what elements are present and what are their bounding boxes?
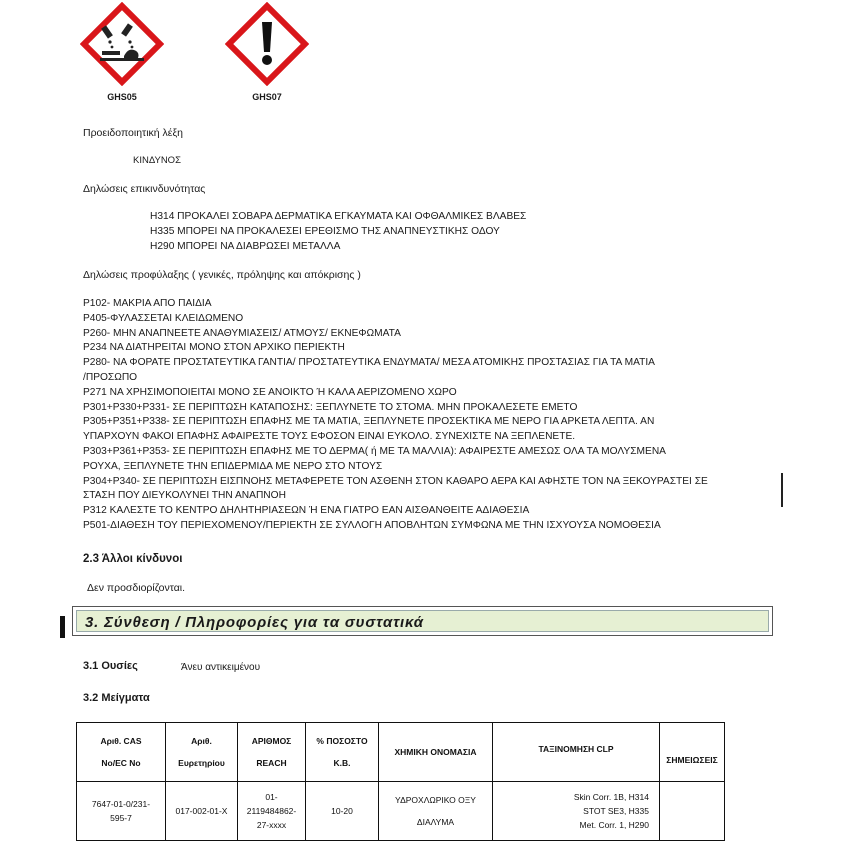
cell-text: ΔΙΑΛΥΜΑ <box>416 817 455 827</box>
header-chemical-name <box>379 723 493 782</box>
cell-text: 7647-01-0/231- <box>91 799 151 809</box>
cell-text: 27-xxxx <box>256 820 287 830</box>
mixtures-heading: 3.2 Μείγματα <box>83 692 150 704</box>
mixtures-table <box>76 722 725 841</box>
precautionary-line: P501-ΔΙΑΘΕΣΗ ΤΟΥ ΠΕΡΙΕΧΟΜΕΝΟΥ/ΠΕΡΙΕΚΤΗ ΣΕ ΣΥΛΛΟΓΗ ΑΠΟΒΛΗΤΩΝ ΣΥΜΦΩΝΑ ΜΕ ΤΗΝ ΙΣΧΥΟΥΣΑ ΝΟΜΟΘΕΣΙΑ <box>83 519 661 531</box>
header-text: No/EC No <box>101 758 141 768</box>
cell-text: ΥΔΡΟΧΛΩΡΙΚΟ ΟΞΥ <box>395 795 476 805</box>
hazard-statements-list <box>150 210 526 254</box>
other-hazards-heading: 2.3 Άλλοι κίνδυνοι <box>83 553 183 565</box>
corrosion-icon <box>80 2 164 86</box>
precautionary-line: P405-ΦΥΛΑΣΣΕΤΑΙ ΚΛΕΙΔΩΜΕΝΟ <box>83 312 244 324</box>
cell-text: STOT SE3, H335 <box>583 806 649 816</box>
header-notes <box>660 723 725 782</box>
cell-chemical-name <box>379 782 493 841</box>
cell-text: 2119484862- <box>246 806 297 816</box>
header-cas <box>77 723 166 782</box>
pictogram-ghs05 <box>77 2 167 102</box>
signal-word-value: ΚΙΝΔΥΝΟΣ <box>133 155 181 166</box>
cell-reach <box>238 782 306 841</box>
precautionary-line: P102- ΜΑΚΡΙΑ ΑΠΟ ΠΑΙΔΙΑ <box>83 298 212 309</box>
precautionary-line: P305+P351+P338- ΣΕ ΠΕΡΙΠΤΩΣΗ ΕΠΑΦΗΣ ΜΕ ΤΑ ΜΑΤΙΑ, ΞΕΠΛΥΝΕΤΕ ΠΡΟΣΕΚΤΙΚΑ ΜΕ ΝΕΡΟ ΓΙΑ ΑΡΚΕΤΑ ΛΕΠΤΑ. ΑΝ <box>83 416 655 428</box>
header-text: Κ.Β. <box>333 758 351 768</box>
cell-text: 01- <box>265 792 278 802</box>
precautionary-statements-list <box>83 297 708 534</box>
exclamation-icon <box>225 2 309 86</box>
cell-notes <box>660 782 725 841</box>
pictogram-label: GHS05 <box>107 92 137 102</box>
cell-text: Met. Corr. 1, H290 <box>579 820 649 830</box>
substances-text: Άνευ αντικειμένου <box>181 662 261 673</box>
cell-clp <box>493 782 660 841</box>
cell-text: 595-7 <box>110 813 132 823</box>
precautionary-line: P260- ΜΗΝ ΑΝΑΠΝΕΕΤΕ ΑΝΑΘΥΜΙΑΣΕΙΣ/ ΑΤΜΟΥΣ/ ΕΚΝΕΦΩΜΑΤΑ <box>83 327 401 339</box>
header-text: Ευρετηρίου <box>178 758 225 768</box>
precautionary-line: P301+P330+P331- ΣΕ ΠΕΡΙΠΤΩΣΗ ΚΑΤΑΠΟΣΗΣ: ΞΕΠΛΥΝΕΤΕ ΤΟ ΣΤΟΜΑ. ΜΗΝ ΠΡΟΚΑΛΕΣΕΤΕ ΕΜΕΤΟ <box>83 401 578 413</box>
precautionary-line: P312 ΚΑΛΕΣΤΕ ΤΟ ΚΕΝΤΡΟ ΔΗΛΗΤΗΡΙΑΣΕΩΝ Ή ΕΝΑ ΓΙΑΤΡΟ ΕΑΝ ΑΙΣΘΑΝΘΕΙΤΕ ΑΔΙΑΘΕΣΙΑ <box>83 505 530 517</box>
header-index <box>166 723 238 782</box>
header-percent <box>306 723 379 782</box>
section-marker <box>60 616 65 638</box>
section-3-band <box>76 610 769 632</box>
section-3-header <box>72 606 773 636</box>
header-reach <box>238 723 306 782</box>
hazard-statement: H335 ΜΠΟΡΕΙ ΝΑ ΠΡΟΚΑΛΕΣΕΙ ΕΡΕΘΙΣΜΟ ΤΗΣ ΑΝΑΠΝΕΥΣΤΙΚΗΣ ΟΔΟΥ <box>150 225 500 237</box>
cell-percent: 10-20 <box>306 782 379 841</box>
cell-cas <box>77 782 166 841</box>
header-text: ΧΗΜΙΚΗ ΟΝΟΜΑΣΙΑ <box>394 747 477 757</box>
precautionary-statements-label: Δηλώσεις προφύλαξης ( γενικές, πρόληψης και απόκρισης ) <box>83 269 361 281</box>
precautionary-line: P280- ΝΑ ΦΟΡΑΤΕ ΠΡΟΣΤΑΤΕΥΤΙΚΑ ΓΑΝΤΙΑ/ ΠΡΟΣΤΑΤΕΥΤΙΚΑ ΕΝΔΥΜΑΤΑ/ ΜΕΣΑ ΑΤΟΜΙΚΗΣ ΠΡΟΣΤΑΣΙΑΣ ΓΙΑ ΤΑ ΜΑΤΙΑ <box>83 357 655 369</box>
header-clp <box>493 723 660 782</box>
precautionary-line: ΡΟΥΧΑ, ΞΕΠΛΥΝΕΤΕ ΤΗΝ ΕΠΙΔΕΡΜΙΔΑ ΜΕ ΝΕΡΟ ΣΤΟ ΝΤΟΥΣ <box>83 460 383 472</box>
substances-heading: 3.1 Ουσίες <box>83 660 138 672</box>
header-text: REACH <box>256 758 287 768</box>
precautionary-line: ΣΤΑΣΗ ΠΟΥ ΔΙΕΥΚΟΛΥΝΕΙ ΤΗΝ ΑΝΑΠΝΟΗ <box>83 490 286 502</box>
hazard-statements-label: Δηλώσεις επικινδυνότητας <box>83 183 206 195</box>
other-hazards-text: Δεν προσδιορίζονται. <box>87 582 186 594</box>
hazard-statement: H314 ΠΡΟΚΑΛΕΙ ΣΟΒΑΡΑ ΔΕΡΜΑΤΙΚΑ ΕΓΚΑΥΜΑΤΑ ΚΑΙ ΟΦΘΑΛΜΙΚΕΣ ΒΛΑΒΕΣ <box>150 211 527 222</box>
text-cursor <box>781 473 783 507</box>
precautionary-line: P271 ΝΑ ΧΡΗΣΙΜΟΠΟΙΕΙΤΑΙ ΜΟΝΟ ΣΕ ΑΝΟΙΚΤΟ Ή ΚΑΛΑ ΑΕΡΙΖΟΜΕΝΟ ΧΩΡΟ <box>83 386 457 398</box>
cell-text: Skin Corr. 1B, H314 <box>573 792 649 802</box>
header-text: Αριθ. CAS <box>100 736 142 746</box>
hazard-statement: H290 ΜΠΟΡΕΙ ΝΑ ΔΙΑΒΡΩΣΕΙ ΜΕΤΑΛΛΑ <box>150 240 341 252</box>
pictogram-label: GHS07 <box>252 92 282 102</box>
signal-word-label: Προειδοποιητική λέξη <box>83 127 184 139</box>
header-text: ΣΗΜΕΙΩΣΕΙΣ <box>666 755 718 765</box>
header-text: Αριθ. <box>191 736 212 746</box>
cell-index: 017-002-01-X <box>166 782 238 841</box>
header-text: % ΠΟΣΟΣΤΟ <box>316 736 368 746</box>
pictogram-ghs07 <box>222 2 312 102</box>
precautionary-line: P234 ΝΑ ΔΙΑΤΗΡΕΙΤΑΙ ΜΟΝΟ ΣΤΟΝ ΑΡΧΙΚΟ ΠΕΡΙΕΚΤΗ <box>83 342 345 354</box>
section-3-title: 3. Σύνθεση / Πληροφορίες για τα συστατικά <box>85 614 424 631</box>
precautionary-line: P303+P361+P353- ΣΕ ΠΕΡΙΠΤΩΣΗ ΕΠΑΦΗΣ ΜΕ ΤΟ ΔΕΡΜΑ( ή ΜΕ ΤΑ ΜΑΛΛΙΑ): ΑΦΑΙΡΕΣΤΕ ΑΜΕΣΩΣ ΟΛΑ ΤΑ ΜΟΛΥΣΜΕΝΑ <box>83 445 666 457</box>
precautionary-line: P304+P340- ΣΕ ΠΕΡΙΠΤΩΣΗ ΕΙΣΠΝΟΗΣ ΜΕΤΑΦΕΡΕΤΕ ΤΟΝ ΑΣΘΕΝΗ ΣΤΟΝ ΚΑΘΑΡΟ ΑΕΡΑ ΚΑΙ ΑΦΗΣΤΕ ΤΟΝ ΝΑ ΞΕΚΟΥΡΑΣΤΕΙ ΣΕ <box>83 475 708 487</box>
header-text: ΑΡΙΘΜΟΣ <box>251 736 292 746</box>
table-row <box>77 782 725 841</box>
table-header-row <box>77 723 725 782</box>
precautionary-line: ΥΠΑΡΧΟΥΝ ΦΑΚΟΙ ΕΠΑΦΗΣ ΑΦΑΙΡΕΣΤΕ ΤΟΥΣ ΕΦΟΣΟΝ ΕΙΝΑΙ ΕΥΚΟΛΟ. ΣΥΝΕΧΙΣΤΕ ΝΑ ΞΕΠΛΕΝΕΤΕ. <box>83 431 576 443</box>
header-text: ΤΑΞΙΝΟΜΗΣΗ CLP <box>538 744 614 754</box>
precautionary-line: /ΠΡΟΣΩΠΟ <box>83 371 138 383</box>
